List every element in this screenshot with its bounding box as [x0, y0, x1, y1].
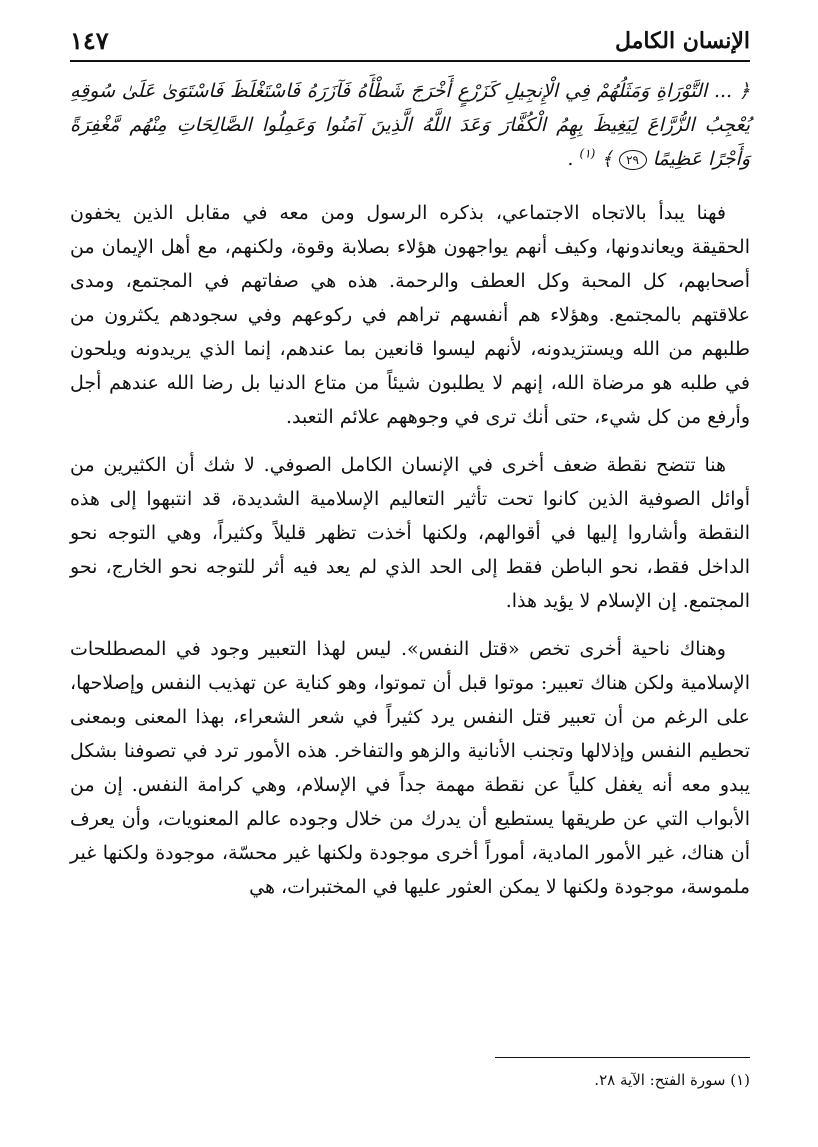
- verse-text: ﴿ ... التَّوْرَاةِ وَمَثَلُهُمْ فِي الْإِنجِيلِ كَزَرْعٍ أَخْرَجَ شَطْأَهُ فَآزَرَهُ فَاسْتَغْلَظَ فَاسْتَوَىٰ عَلَىٰ سُوقِهِ يُعْجِبُ الزُّرَّاعَ لِيَغِيظَ بِهِمُ الْكُفَّارَ وَعَدَ اللَّهُ الَّذِينَ آمَنُوا وَعَمِلُوا الصَّالِحَاتِ مِنْهُم مَّغْفِرَةً وَأَجْرًا عَظِيمًا: [70, 80, 750, 170]
- paragraph: وهناك ناحية أخرى تخص «قتل النفس». ليس لهذا التعبير وجود في المصطلحات الإسلامية ولكن هناك تعبير: موتوا قبل أن تموتوا، وهو كناية عن تهذيب النفس وإصلاحها، على الرغم من أن تعبير قتل النفس يرد كثيراً في شعر الشعراء، بهذا المعنى وبمعنى تحطيم النفس وإذلالها وتجنب الأنانية والزهو والتفاخر. هذه الأمور ترد في تصوفنا بشكل يبدو معه أنه يغفل كلياً عن نقطة مهمة جداً في الإسلام، وهي كرامة النفس. إن من الأبواب التي عن طريقها يستطيع أن يدرك من خلال وجوده عالم المعنويات، وأن يعرف أن هناك، غير الأمور المادية، أموراً أخرى موجودة ولكنها غير محسّة، موجودة ولكنها غير ملموسة، موجودة ولكنها لا يمكن العثور عليها في المختبرات، هي: [70, 638, 750, 898]
- body-text: [70, 196, 750, 904]
- page-number: ١٤٧: [70, 26, 109, 55]
- running-title: الإنسان الكامل: [614, 28, 750, 54]
- footnote: (١) سورة الفتح: الآية ٢٨.: [594, 1071, 750, 1089]
- verse-end-mark: .: [567, 148, 574, 170]
- footnote-divider: [495, 1057, 750, 1058]
- paragraph: هنا تتضح نقطة ضعف أخرى في الإنسان الكامل الصوفي. لا شك أن الكثيرين من أوائل الصوفية الذين كانوا تحت تأثير التعاليم الإسلامية الشديدة، قد انتبهوا إلى هذه النقطة وأشاروا إليها في أقوالهم، ولكنها أخذت تظهر قليلاً وكثيراً، وهي التوجه نحو الداخل فقط، نحو الباطن فقط إلى الحد الذي لم يعد فيه أثر للتوجه نحو الخارج، نحو المجتمع. إن الإسلام لا يؤيد هذا.: [70, 454, 750, 612]
- running-header: [70, 26, 750, 62]
- paragraph: فهنا يبدأ بالاتجاه الاجتماعي، بذكره الرسول ومن معه في مقابل الذين يخفون الحقيقة ويعاندونها، وكيف أنهم يواجهون هؤلاء بصلابة وقوة، ولكنهم، مع أهل الإيمان من أصحابهم، كل المحبة وكل العطف والرحمة. هذه هي صفاتهم في المجتمع، ومدى علاقتهم بالمجتمع. وهؤلاء هم أنفسهم تراهم في ركوعهم وفي سجودهم يكثرون من طلبهم من الله ويستزيدونه، لأنهم ليسوا قانعين بما عندهم، إنما الذي يريدونه ويلحون في طلبه هو مرضاة الله، إنهم لا يطلبون شيئاً من متاع الدنيا بل رضا الله عندهم أجل وأرفع من كل شيء، حتى أنك ترى في وجوههم علائم التعبد.: [70, 202, 750, 428]
- footnote-reference: (١): [579, 146, 596, 161]
- quran-verse: [70, 74, 750, 176]
- ayah-number-marker: ٢٩: [619, 150, 647, 170]
- verse-closing-bracket: ﴾: [601, 148, 613, 170]
- book-page: [70, 26, 750, 1126]
